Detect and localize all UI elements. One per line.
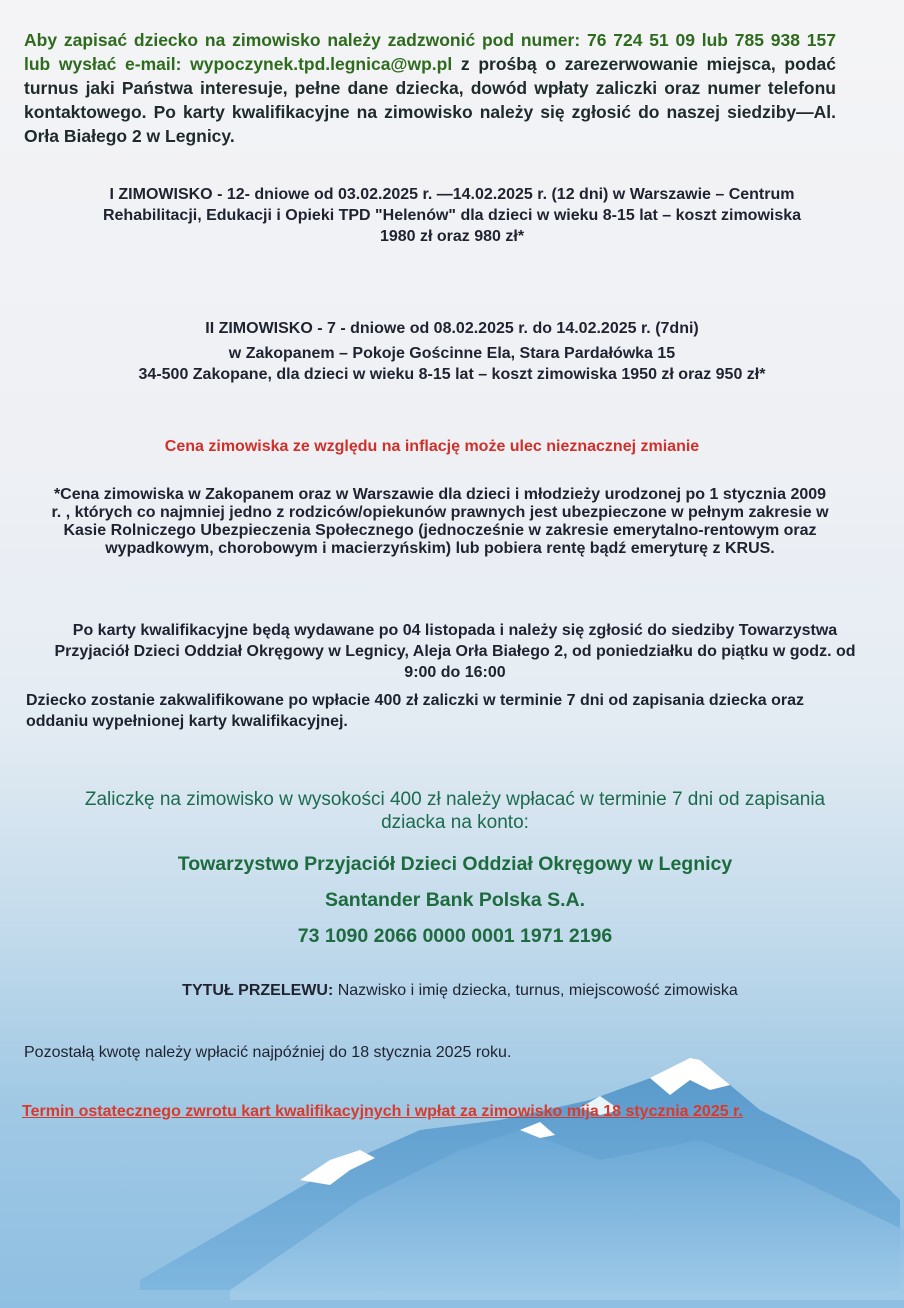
turnus-2 <box>20 318 884 385</box>
transfer-title-label: TYTUŁ PRZELEWU: <box>182 982 334 999</box>
inflation-note: Cena zimowiska ze względu na inflację może ulec nieznacznej zmianie <box>164 438 700 455</box>
qualification-condition: Dziecko zostanie zakwalifikowane po wpłacie 400 zł zaliczki w terminie 7 dni od zapisania dziecka oraz oddaniu wypełnionej karty kwalifikacyjnej. <box>26 692 805 730</box>
intro-contact: Aby zapisać dziecko na zimowisko należy zadzwonić pod numer: 76 724 51 09 lub 785 938 157 lub wysłać e-mail: <box>24 30 836 74</box>
bank-account-block <box>60 846 850 954</box>
bank-name: Santander Bank Polska S.A. <box>324 889 586 911</box>
intro-email[interactable]: wypoczynek.tpd.legnica@wp.pl <box>190 54 453 74</box>
turnus-2-line-2: w Zakopanem – Pokoje Gościnne Ela, Stara Pardałówka 15 <box>228 345 676 362</box>
remaining-payment-note: Pozostałą kwotę należy wpłacić najpóźniej do 18 stycznia 2025 roku. <box>24 1044 512 1061</box>
turnus-1-line-1: I ZIMOWISKO - 12- dniowe od 03.02.2025 r. —14.02.2025 r. (12 dni) w Warszawie – Centrum <box>109 186 795 203</box>
account-holder: Towarzystwo Przyjaciół Dzieci Oddział Okręgowy w Legnicy <box>177 853 733 875</box>
transfer-title <box>60 982 860 1000</box>
account-number: 73 1090 2066 0000 0001 1971 2196 <box>297 925 613 947</box>
qualification-cards-note: Po karty kwalifikacyjne będą wydawane po 04 listopada i należy się zgłosić do siedziby Towarzystwa Przyjaciół Dzieci Oddział Okręgowy w Legnicy, Aleja Orła Białego 2, od poniedziałku do piątku w godz. od 9:00 do 16:00 <box>54 622 856 681</box>
krus-price-note: *Cena zimowiska w Zakopanem oraz w Warszawie dla dzieci i młodzieży urodzonej po 1 stycznia 2009 r. , których co najmniej jedno z rodziców/opiekunów prawnych jest ubezpieczone w pełnym zakresie w Kasie Rolniczego Ubezpieczenia Społecznego (jednocześnie w zakresie emerytalno-rentowym oraz wypadkowym, chorobowym i macierzyńskim) lub pobiera rentę bądź emeryturę z KRUS. <box>51 486 829 557</box>
intro-instructions: z prośbą o zarezerwowanie miejsca, podać turnus jaki Państwa interesuje, pełne dane dziecka, dowód wpłaty zaliczki oraz numer telefonu kontaktowego. Po karty kwalifikacyjne na zimowisko należy się zgłosić do naszej siedziby—Al. Orła Białego 2 w Legnicy. <box>24 54 836 146</box>
transfer-title-value: Nazwisko i imię dziecka, turnus, miejscowość zimowiska <box>337 982 738 999</box>
turnus-1 <box>20 184 884 247</box>
intro-paragraph <box>24 28 836 148</box>
advance-payment-text: Zaliczkę na zimowisko w wysokości 400 zł należy wpłacać w terminie 7 dni od zapisania dziacka na konto: <box>84 789 826 833</box>
turnus-1-line-3: 1980 zł oraz 980 zł* <box>379 228 525 245</box>
deadline-note: Termin ostatecznego zwrotu kart kwalifikacyjnych i wpłat za zimowisko mija 18 stycznia 2025 r. <box>22 1103 743 1120</box>
turnus-2-line-3: 34-500 Zakopane, dla dzieci w wieku 8-15 lat – koszt zimowiska 1950 zł oraz 950 zł* <box>138 366 766 383</box>
turnus-1-line-2: Rehabilitacji, Edukacji i Opieki TPD "Helenów" dla dzieci w wieku 8-15 lat – koszt zimowiska <box>102 207 802 224</box>
turnus-2-line-1: II ZIMOWISKO - 7 - dniowe od 08.02.2025 r. do 14.02.2025 r. (7dni) <box>205 320 699 337</box>
